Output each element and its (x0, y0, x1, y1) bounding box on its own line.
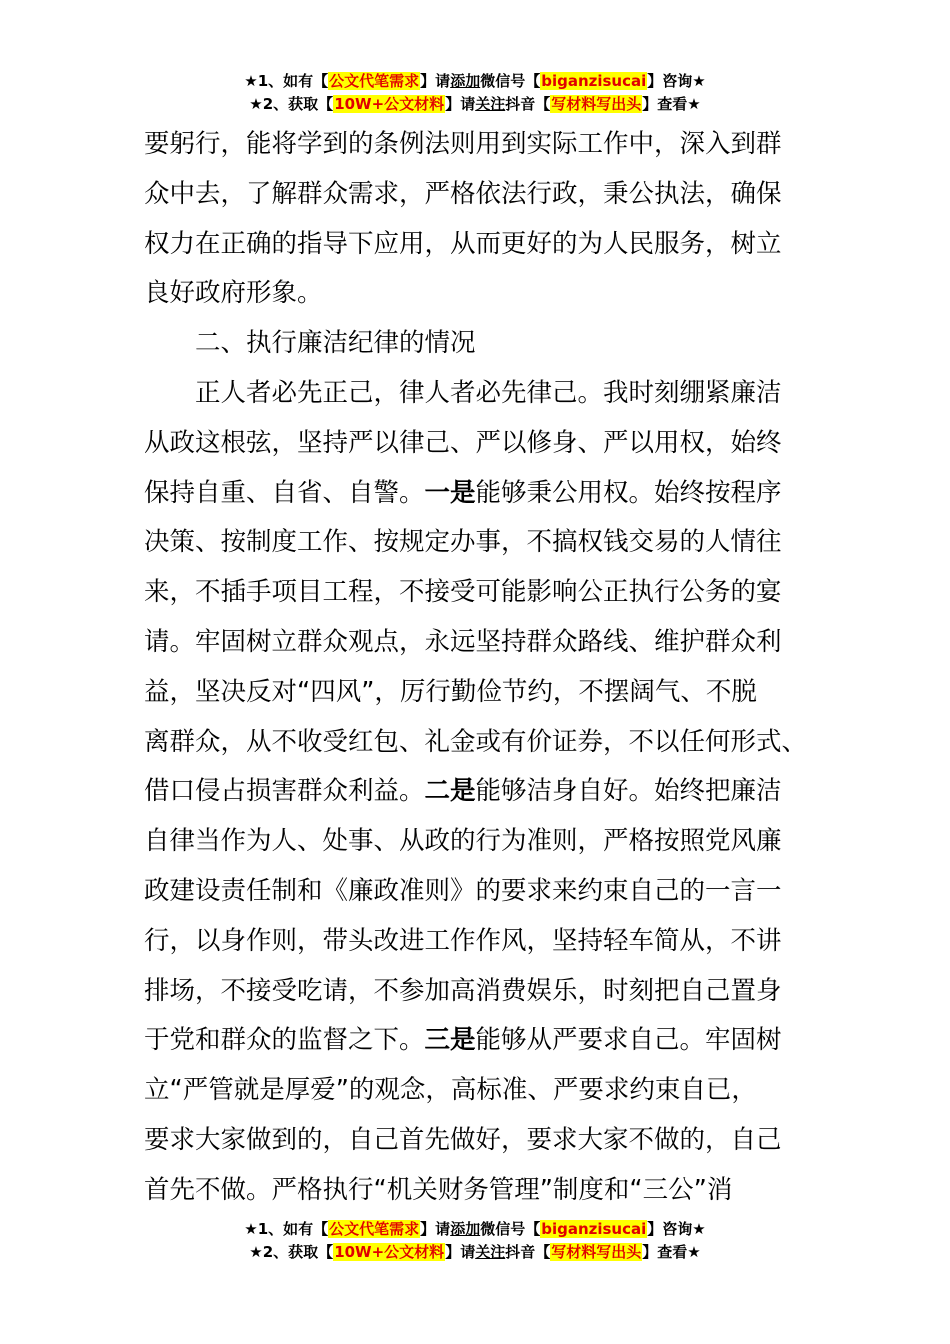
banner-text: 抖音【 (505, 1243, 551, 1261)
bold-point-label: 三是 (424, 1025, 476, 1056)
banner-text: 】查看★ (642, 95, 701, 113)
text-line: 请。牢固树立群众观点，永远坚持群众路线、维护群众利 (144, 626, 782, 657)
text-line: 良好政府形象。 (144, 278, 323, 309)
text-line: 要求大家做到的，自己首先做好，要求大家不做的，自己 (144, 1124, 782, 1155)
text-span: 保持自重、自省、自警。 (144, 477, 425, 508)
bold-point-label: 一是 (424, 477, 476, 508)
banner-highlight: 公文代笔需求 (329, 1220, 420, 1238)
header-banner (0, 70, 950, 116)
text-line: 立“严管就是厚爱”的观念，高标准、严要求约束自已， (144, 1075, 757, 1106)
text-line: 政建设责任制和《廉政准则》的要求来约束自己的一言一 (144, 875, 782, 906)
banner-text: ★2、获取【 (249, 95, 334, 113)
banner-text: ★2、获取【 (249, 1243, 334, 1261)
text-span: 能够洁身自好。始终把廉洁 (475, 776, 782, 807)
text-line: 来，不插手项目工程，不接受可能影响公正执行公务的宴 (144, 577, 782, 608)
banner-underlined-text: 关注 (475, 1243, 506, 1261)
banner-underlined-text: 添加 (450, 1220, 481, 1238)
text-span: 能够从严要求自己。牢固树 (475, 1025, 782, 1056)
section-heading: 二、执行廉洁纪律的情况 (195, 328, 476, 359)
text-line: 权力在正确的指导下应用，从而更好的为人民服务，树立 (144, 228, 782, 259)
banner-highlight: 公文代笔需求 (329, 72, 420, 90)
bold-point-label: 二是 (424, 776, 476, 807)
banner-underlined-text: 关注 (475, 95, 506, 113)
text-line: 正人者必先正己，律人者必先律己。我时刻绷紧廉洁 (195, 377, 782, 408)
text-line: 从政这根弦，坚持严以律己、严以修身、严以用权，始终 (144, 427, 782, 458)
banner-text: 】查看★ (642, 1243, 701, 1261)
text-line: 决策、按制度工作、按规定办事，不搞权钱交易的人情往 (144, 527, 782, 558)
banner-line-2 (0, 93, 950, 116)
banner-text: 】咨询★ (647, 72, 706, 90)
banner-underlined-text: 添加 (450, 72, 481, 90)
text-line: 首先不做。严格执行“机关财务管理”制度和“三公”消 (144, 1174, 733, 1205)
text-span: 借口侵占损害群众利益。 (144, 776, 425, 807)
banner-line-1 (0, 70, 950, 93)
banner-text: 】咨询★ (647, 1220, 706, 1238)
text-line (144, 767, 794, 817)
document-body (144, 120, 808, 1216)
banner-text: 】请 (445, 1243, 476, 1261)
banner-highlight: 10W+公文材料 (334, 95, 445, 113)
banner-line-1 (0, 1218, 950, 1241)
text-line: 离群众，从不收受红包、礼金或有价证券，不以任何形式、 (144, 726, 808, 757)
banner-text: 】请 (420, 72, 451, 90)
banner-highlight: biganzisucai (541, 1220, 647, 1238)
banner-text: 微信号【 (480, 1220, 541, 1238)
text-line: 行，以身作则，带头改进工作作风，坚持轻车简从，不讲 (144, 925, 782, 956)
text-line (144, 1016, 794, 1066)
banner-highlight: 10W+公文材料 (334, 1243, 445, 1261)
banner-highlight: biganzisucai (541, 72, 647, 90)
banner-text: ★1、如有【 (244, 72, 329, 90)
footer-banner (0, 1218, 950, 1264)
banner-line-2 (0, 1241, 950, 1264)
banner-highlight: 写材料写出头 (551, 1243, 642, 1261)
text-line: 要躬行，能将学到的条例法则用到实际工作中，深入到群 (144, 129, 782, 159)
banner-text: 】请 (420, 1220, 451, 1238)
text-line: 众中去，了解群众需求，严格依法行政，秉公执法，确保 (144, 178, 782, 209)
text-line: 益，坚决反对“四风”，厉行勤俭节约，不摆阔气、不脱 (144, 676, 757, 707)
text-line (144, 469, 794, 519)
text-span: 能够秉公用权。始终按程序 (475, 477, 782, 508)
banner-text: 微信号【 (480, 72, 541, 90)
banner-highlight: 写材料写出头 (551, 95, 642, 113)
banner-text: 抖音【 (505, 95, 551, 113)
text-line: 自律当作为人、处事、从政的行为准则，严格按照党风廉 (144, 826, 782, 857)
text-span: 于党和群众的监督之下。 (144, 1025, 425, 1056)
banner-text: 】请 (445, 95, 476, 113)
text-line: 排场，不接受吃请，不参加高消费娱乐，时刻把自己置身 (144, 975, 782, 1006)
banner-text: ★1、如有【 (244, 1220, 329, 1238)
